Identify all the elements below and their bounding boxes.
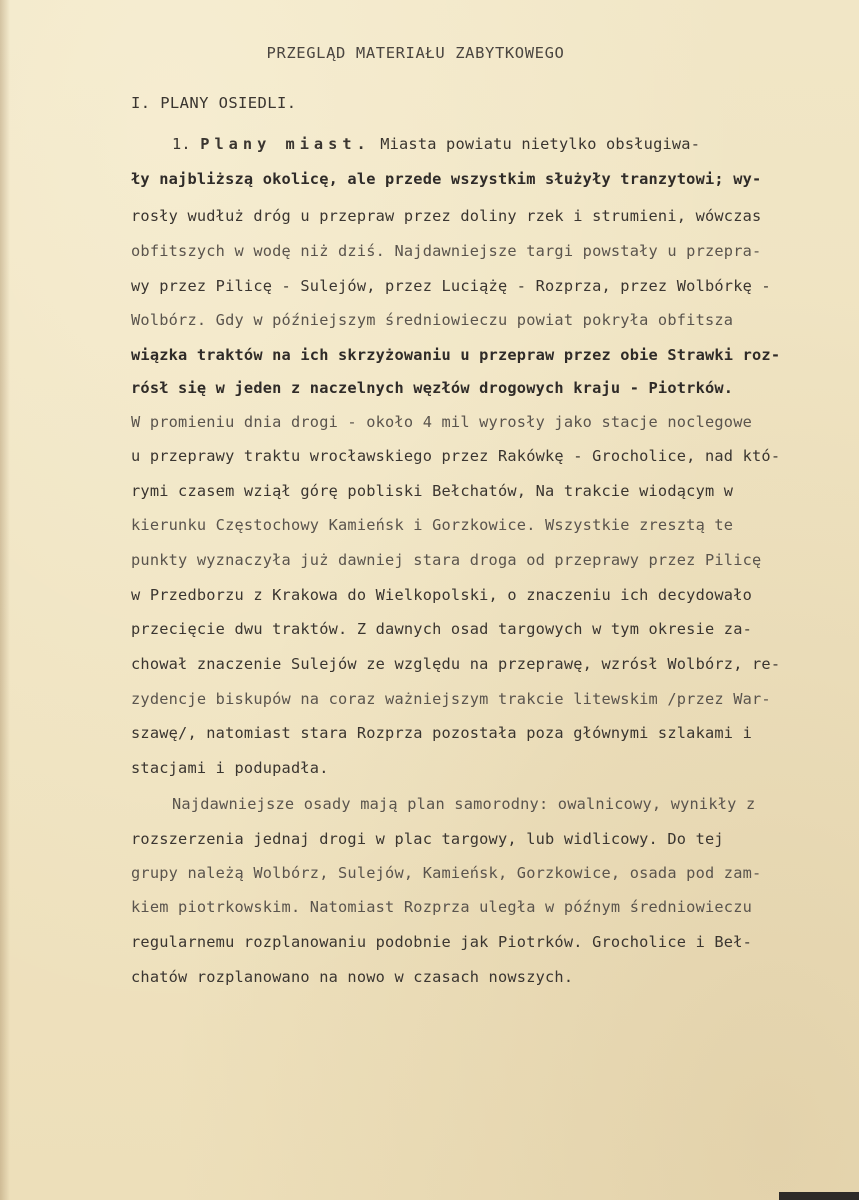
text-line: zydencje biskupów na coraz ważniejszym trakcie litewskim /przez War- [131,690,771,708]
paragraph-1-first-line: Miasta powiatu nietylko obsługiwa- [380,135,701,153]
text-line: kierunku Częstochowy Kamieńsk i Gorzkowice. Wszystkie zresztą te [131,516,734,534]
text-line: przecięcie dwu traktów. Z dawnych osad targowych w tym okresie za- [131,620,753,638]
text-line: grupy należą Wolbórz, Sulejów, Kamieńsk, Gorzkowice, osada pod zam- [131,864,762,882]
paragraph-2-first-line: Najdawniejsze osady mają plan samorodny: owalnicowy, wynikły z [172,795,756,813]
text-line: obfitszych w wodę niż dziś. Najdawniejsze targi powstały u przepra- [131,242,762,260]
text-line: rozszerzenia jednaj drogi w plac targowy, lub widlicowy. Do tej [131,830,724,848]
text-line: wiązka traktów na ich skrzyżowaniu u przepraw przez obie Strawki roz- [131,346,781,364]
text-line: stacjami i podupadła. [131,759,329,777]
text-line: szawę/, natomiast stara Rozprza pozostała poza głównymi szlakami i [131,724,753,742]
text-line: u przeprawy traktu wrocławskiego przez Rakówkę - Grocholice, nad któ- [131,447,781,465]
text-line: rósł się w jeden z naczelnych węzłów drogowych kraju - Piotrków. [131,379,734,397]
page-title: PRZEGLĄD MATERIAŁU ZABYTKOWEGO [266,44,565,62]
text-line: chatów rozplanowano na nowo w czasach nowszych. [131,968,574,986]
text-line: w Przedborzu z Krakowa do Wielkopolski, o znaczeniu ich decydowało [131,586,753,604]
text-line: rymi czasem wziął górę pobliski Bełchatów, Na trakcie wiodącym w [131,482,734,500]
text-line: W promieniu dnia drogi - około 4 mil wyrosły jako stacje noclegowe [131,413,753,431]
section-heading: I. PLANY OSIEDLI. [131,94,297,112]
text-line: wy przez Pilicę - Sulejów, przez Luciążę - Rozprza, przez Wolbórkę - [131,277,771,295]
text-line: ły najbliższą okolicę, ale przede wszystkim służyły tranzytowi; wy- [131,170,762,188]
paper-edge-shadow [0,0,10,1200]
subsection-line [172,134,700,154]
subsection-heading: Plany miast. [200,135,371,153]
scan-corner-mark [779,1192,859,1200]
text-line: Wolbórz. Gdy w późniejszym średniowieczu powiat pokryła obfitsza [131,311,734,329]
subsection-number: 1. [172,135,191,153]
text-line: rosły wudłuż dróg u przepraw przez doliny rzek i strumieni, wówczas [131,207,762,225]
text-line: punkty wyznaczyła już dawniej stara droga od przeprawy przez Pilicę [131,551,762,569]
text-line: regularnemu rozplanowaniu podobnie jak Piotrków. Grocholice i Beł- [131,933,753,951]
text-line: kiem piotrkowskim. Natomiast Rozprza uległa w późnym średniowieczu [131,898,753,916]
text-line: chował znaczenie Sulejów ze względu na przeprawę, wzrósł Wolbórz, re- [131,655,781,673]
